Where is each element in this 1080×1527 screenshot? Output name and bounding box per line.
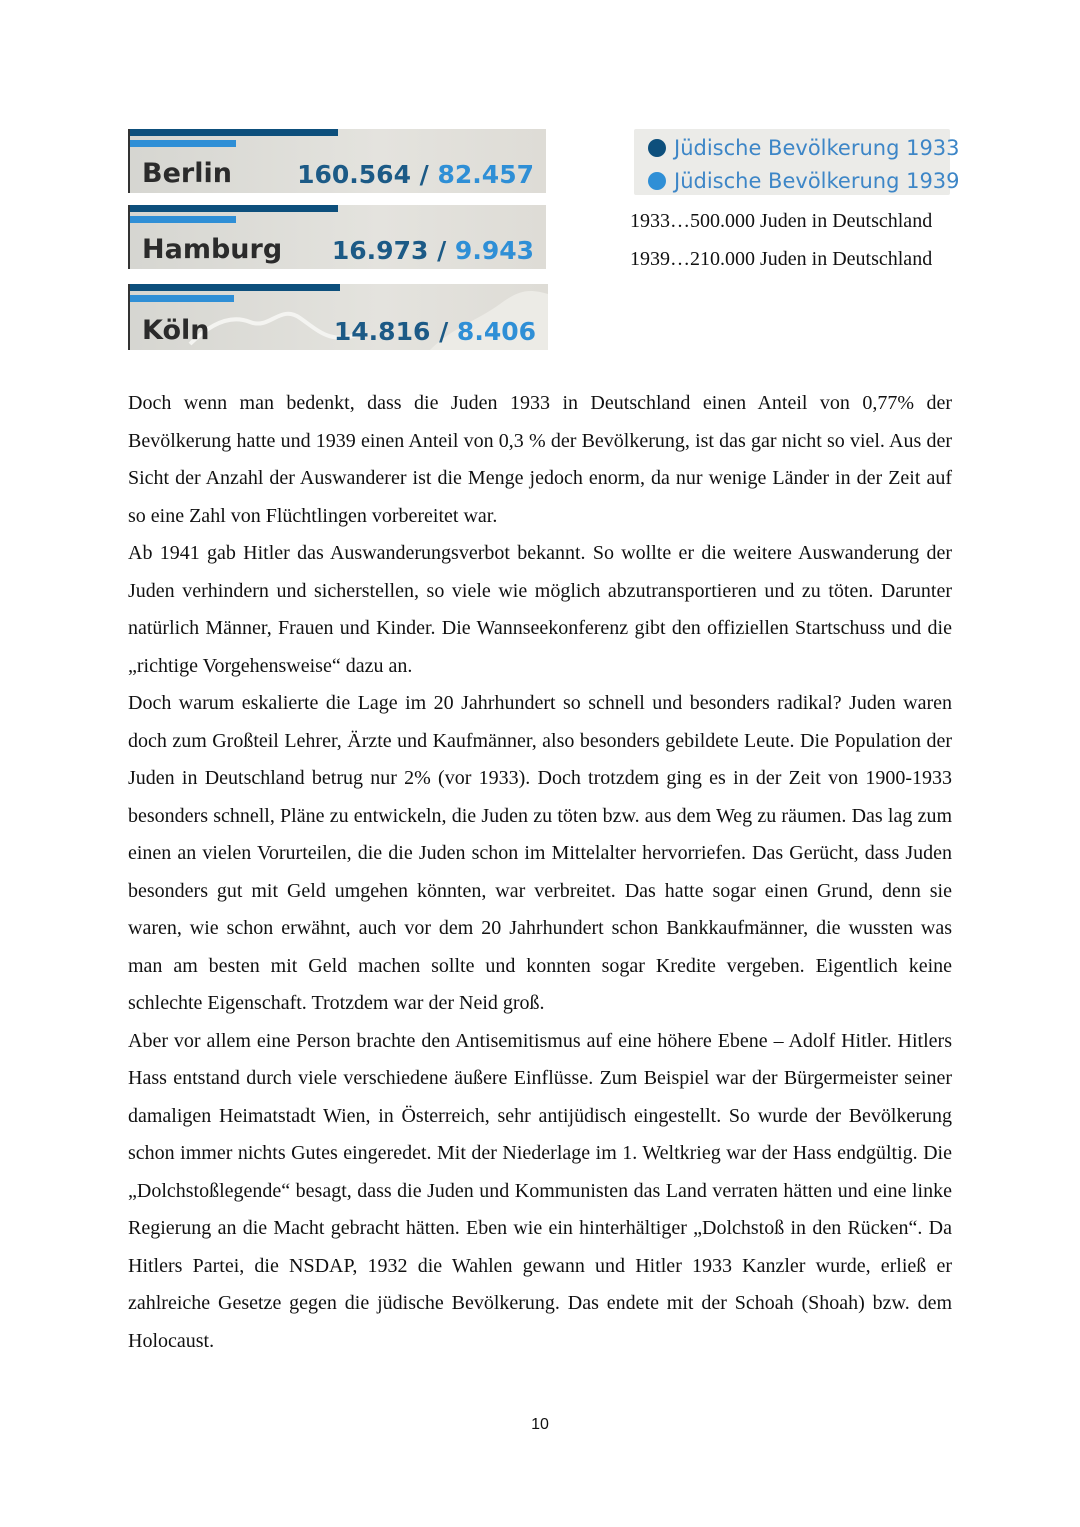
legend-item-1939: [648, 169, 960, 193]
bar-1933: [130, 129, 338, 136]
city-values: [297, 160, 534, 189]
separator: /: [428, 236, 455, 265]
bar-1939: [130, 140, 236, 147]
bar-1939: [130, 295, 234, 302]
page-number: 10: [531, 1416, 549, 1433]
legend: [634, 129, 960, 195]
value-1939: 8.406: [456, 317, 536, 346]
value-1933: 16.973: [331, 236, 429, 265]
value-1939: 82.457: [437, 160, 534, 189]
population-facts: [630, 202, 952, 278]
value-1933: 14.816: [333, 317, 431, 346]
paragraph: Ab 1941 gab Hitler das Auswanderungsverbot bekannt. So wollte er die weitere Auswanderung der Juden verhindern und sicherstellen, so viele wie möglich abzutransportieren und zu töten. Darunter natürlich Männer, Frauen und Kinder. Die Wannseekonferenz gibt den offiziellen Startschuss und die „richtige Vorgehensweise“ dazu an.: [128, 542, 952, 677]
bar-1939: [130, 216, 236, 223]
paragraph: Aber vor allem eine Person brachte den Antisemitismus auf eine höhere Ebene – Adolf Hitler. Hitlers Hass entstand durch viele verschiedene äußere Einflüsse. Zum Beispiel war der Bürgermeister seiner damaligen Heimatstadt Wien, in Österreich, sehr antijüdisch eingestellt. So wurde der Bevölkerung schon immer nichts Gutes eingeredet. Mit der Niederlage im 1. Weltkrieg war der Hass endgültig. Die „Dolchstoßlegende“ besagt, dass die Juden und Kommunisten das Land verraten hätten und eine linke Regierung an die Macht gebracht hätten. Eben wie ein hinterhältiger „Dolchstoß in den Rücken“. Da Hitlers Partei, die NSDAP, 1932 die Wahlen gewann und Hitler 1933 Kanzler wurde, erließ er zahlreiche Gesetze gegen die jüdische Bevölkerung. Das endete mit der Schoah (Shoah) bzw. dem Holocaust.: [128, 1029, 952, 1352]
bar-1933: [130, 205, 338, 212]
city-values: [332, 236, 534, 265]
city-card-berlin: [128, 129, 546, 193]
body-text: [128, 385, 952, 1360]
city-name: Hamburg: [142, 234, 283, 265]
city-values: [334, 317, 536, 346]
legend-dot-icon: [648, 139, 666, 157]
city-card-koeln: [128, 284, 548, 350]
separator: /: [410, 160, 438, 189]
city-name: Berlin: [142, 158, 232, 189]
paragraph: Doch wenn man bedenkt, dass die Juden 1933 in Deutschland einen Anteil von 0,77% der Bevölkerung hatte und 1939 einen Anteil von 0,3 % der Bevölkerung, ist das gar nicht so viel. Aus der Sicht der Anzahl der Auswanderer ist die Menge jedoch enorm, da nur wenige Länder in der Zeit auf so eine Zahl von Flüchtlingen vorbereitet war.: [128, 392, 952, 527]
city-name: Köln: [142, 315, 210, 346]
fact-1933: 1933…500.000 Juden in Deutschland: [630, 210, 933, 232]
bar-1933: [130, 284, 340, 291]
fact-1939: 1939…210.000 Juden in Deutschland: [630, 248, 933, 270]
value-1939: 9.943: [454, 236, 534, 265]
value-1933: 160.564: [297, 160, 411, 189]
legend-label: Jüdische Bevölkerung 1939: [674, 169, 960, 193]
paragraph: Doch warum eskalierte die Lage im 20 Jahrhundert so schnell und besonders radikal? Juden waren doch zum Großteil Lehrer, Ärzte und Kaufmänner, also besonders gebildete Leute. Die Population der Juden in Deutschland betrug nur 2% (vor 1933). Doch trotzdem ging es in der Zeit von 1900-1933 besonders schnell, Pläne zu entwickeln, die Juden zu töten bzw. aus dem Weg zu räumen. Das lag zum einen an vielen Vorurteilen, die die Juden schon im Mittelalter hervorriefen. Das Gerücht, dass Juden besonders gut mit Geld umgehen könnten, war verbreitet. Das hatte sogar einen Grund, denn sie waren, wie schon erwähnt, auch vor dem 20 Jahrhundert schon Bankkaufmänner, die wussten was man am besten mit Geld machen sollte und konnten sogar Kredite vergeben. Eigentlich keine schlechte Eigenschaft. Trotzdem war der Neid groß.: [128, 692, 952, 1014]
separator: /: [430, 317, 457, 346]
legend-label: Jüdische Bevölkerung 1933: [674, 136, 960, 160]
city-card-hamburg: [128, 205, 546, 269]
legend-dot-icon: [648, 172, 666, 190]
legend-item-1933: [648, 136, 960, 160]
